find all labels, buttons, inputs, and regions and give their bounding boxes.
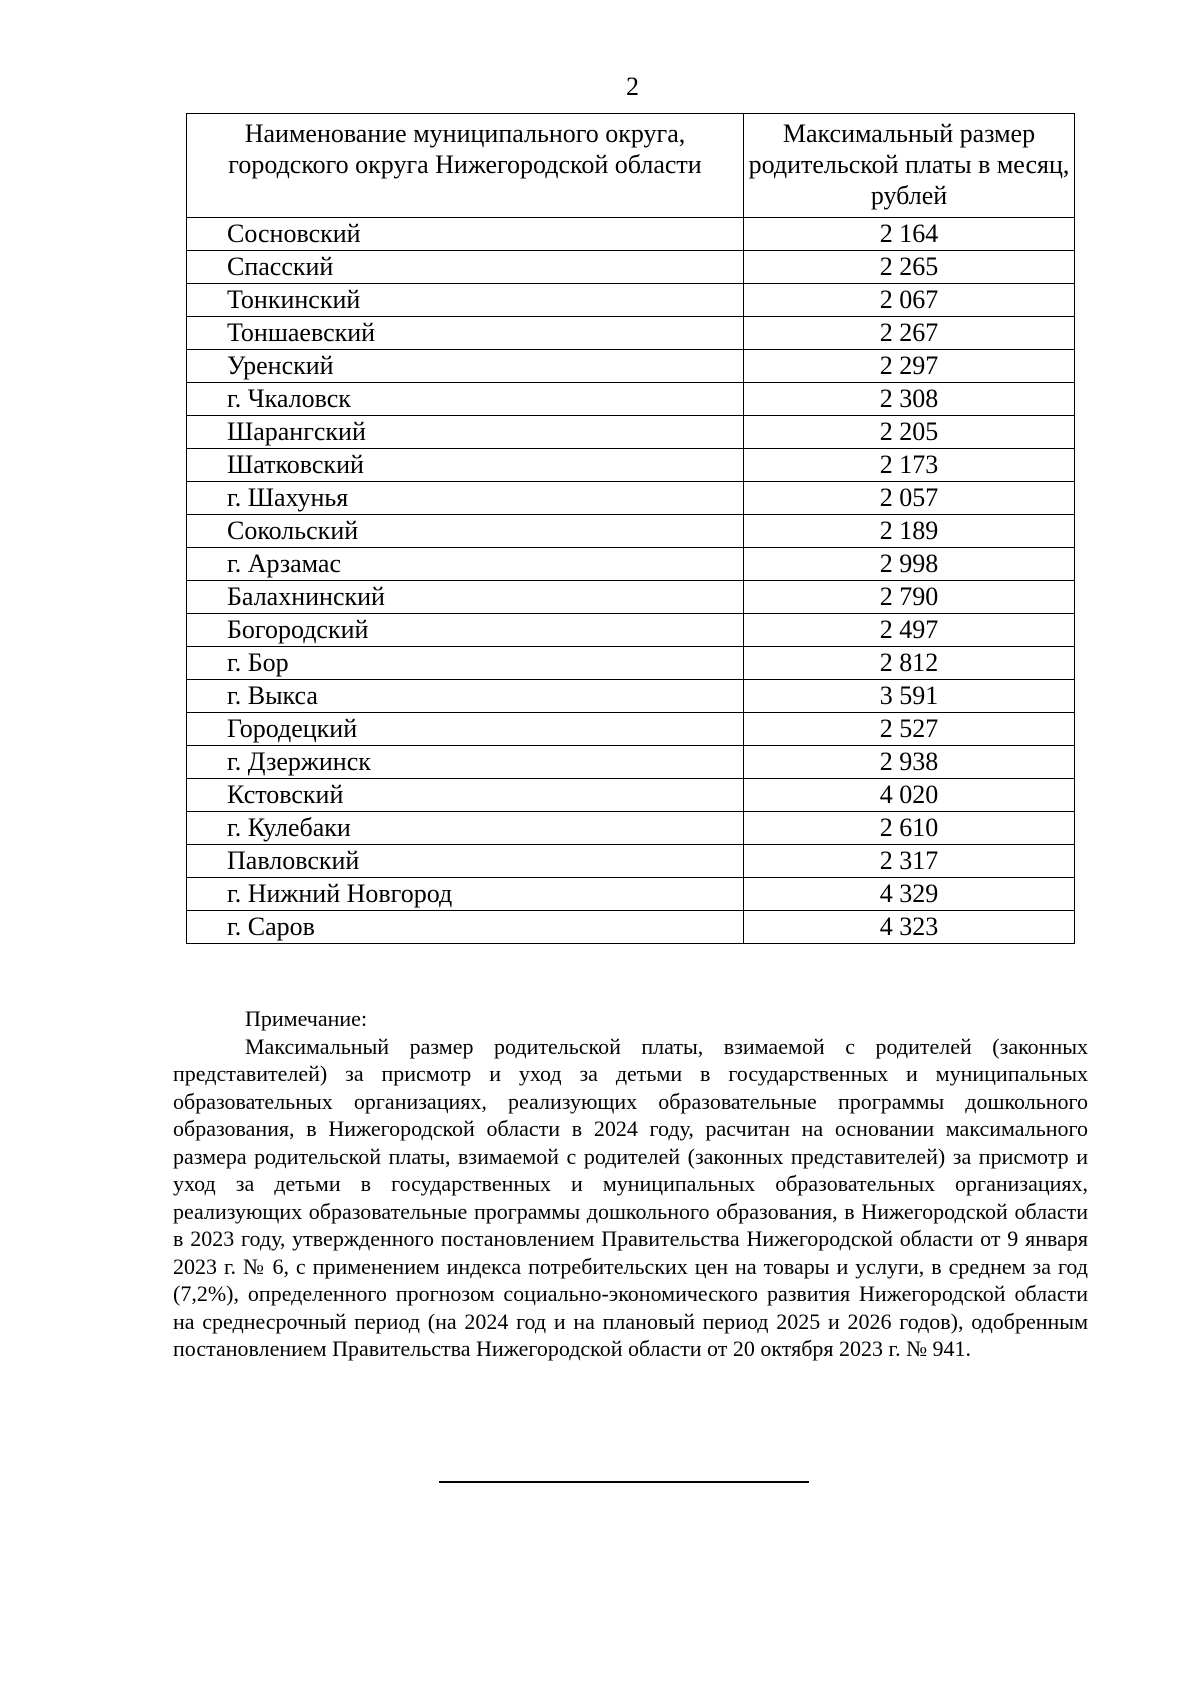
table-row	[187, 251, 1075, 284]
municipality-name: г. Выкса	[187, 680, 744, 713]
table-row	[187, 779, 1075, 812]
municipality-name: Уренский	[187, 350, 744, 383]
municipality-name: Балахнинский	[187, 581, 744, 614]
max-fee-value: 2 265	[744, 251, 1075, 284]
municipality-name: Сосновский	[187, 218, 744, 251]
header-municipality-name: Наименование муниципального округа, городского округа Нижегородской области	[187, 114, 744, 218]
max-fee-value: 2 527	[744, 713, 1075, 746]
municipality-name: Тоншаевский	[187, 317, 744, 350]
max-fee-value: 2 317	[744, 845, 1075, 878]
max-fee-value: 2 497	[744, 614, 1075, 647]
municipality-name: г. Саров	[187, 911, 744, 944]
note-text: Максимальный размер родительской платы, взимаемой с родителей (законных представителей) за присмотр и уход за детьми в государственных и муниципальных образовательных организациях, реализующих образовательные программы дошкольного образования, в Нижегородской области в 2024 году, расчитан на основании максимального размера родительской платы, взимаемой с родителей (законных представителей) за присмотр и уход за детьми в государственных и муниципальных образовательных организациях, реализующих образовательные программы дошкольного образования, в Нижегородской области в 2023 году, утвержденного постановлением Правительства Нижегородской области от 9 января 2023 г. № 6, с применением индекса потребительских цен на товары и услуги, в среднем за год (7,2%), определенного прогнозом социально-экономического развития Нижегородской области на среднесрочный период (на 2024 год и на плановый период 2025 и 2026 годов), одобренным постановлением Правительства Нижегородской области от 20 октября 2023 г. № 941.	[173, 1033, 1088, 1361]
municipality-name: Городецкий	[187, 713, 744, 746]
header-max-fee: Максимальный размер родительской платы в месяц, рублей	[744, 114, 1075, 218]
note-title: Примечание:	[245, 1006, 368, 1031]
municipality-name: г. Дзержинск	[187, 746, 744, 779]
municipality-name: г. Арзамас	[187, 548, 744, 581]
municipality-name: Павловский	[187, 845, 744, 878]
municipality-name: г. Нижний Новгород	[187, 878, 744, 911]
max-fee-value: 2 610	[744, 812, 1075, 845]
max-fee-value: 2 790	[744, 581, 1075, 614]
municipality-name: Богородский	[187, 614, 744, 647]
table-row	[187, 581, 1075, 614]
table-row	[187, 449, 1075, 482]
table-row	[187, 284, 1075, 317]
parental-fee-table	[186, 113, 1075, 944]
table-header-row	[187, 114, 1075, 218]
municipality-name: Шатковский	[187, 449, 744, 482]
max-fee-value: 2 297	[744, 350, 1075, 383]
max-fee-value: 2 938	[744, 746, 1075, 779]
municipality-name: г. Бор	[187, 647, 744, 680]
max-fee-value: 2 205	[744, 416, 1075, 449]
table-row	[187, 614, 1075, 647]
table-row	[187, 218, 1075, 251]
page-number: 2	[626, 72, 639, 101]
max-fee-value: 2 812	[744, 647, 1075, 680]
table-row	[187, 350, 1075, 383]
max-fee-value: 2 998	[744, 548, 1075, 581]
table-row	[187, 746, 1075, 779]
closing-divider-line	[439, 1481, 809, 1483]
table-row	[187, 416, 1075, 449]
municipality-name: Сокольский	[187, 515, 744, 548]
table-row	[187, 515, 1075, 548]
table-row	[187, 383, 1075, 416]
table-row	[187, 812, 1075, 845]
max-fee-value: 4 020	[744, 779, 1075, 812]
max-fee-value: 2 057	[744, 482, 1075, 515]
table-row	[187, 911, 1075, 944]
max-fee-value: 2 067	[744, 284, 1075, 317]
max-fee-value: 2 164	[744, 218, 1075, 251]
municipality-name: г. Кулебаки	[187, 812, 744, 845]
table-row	[187, 317, 1075, 350]
max-fee-value: 4 329	[744, 878, 1075, 911]
max-fee-value: 3 591	[744, 680, 1075, 713]
municipality-name: г. Шахунья	[187, 482, 744, 515]
municipality-name: Спасский	[187, 251, 744, 284]
max-fee-value: 2 173	[744, 449, 1075, 482]
municipality-name: Шарангский	[187, 416, 744, 449]
table-row	[187, 878, 1075, 911]
table-row	[187, 647, 1075, 680]
municipality-name: Кстовский	[187, 779, 744, 812]
max-fee-value: 2 308	[744, 383, 1075, 416]
max-fee-value: 4 323	[744, 911, 1075, 944]
table-row	[187, 548, 1075, 581]
municipality-name: г. Чкаловск	[187, 383, 744, 416]
table-row	[187, 713, 1075, 746]
note-section	[173, 1005, 1088, 1363]
municipality-name: Тонкинский	[187, 284, 744, 317]
table-row	[187, 680, 1075, 713]
table-row	[187, 845, 1075, 878]
table-row	[187, 482, 1075, 515]
max-fee-value: 2 267	[744, 317, 1075, 350]
max-fee-value: 2 189	[744, 515, 1075, 548]
